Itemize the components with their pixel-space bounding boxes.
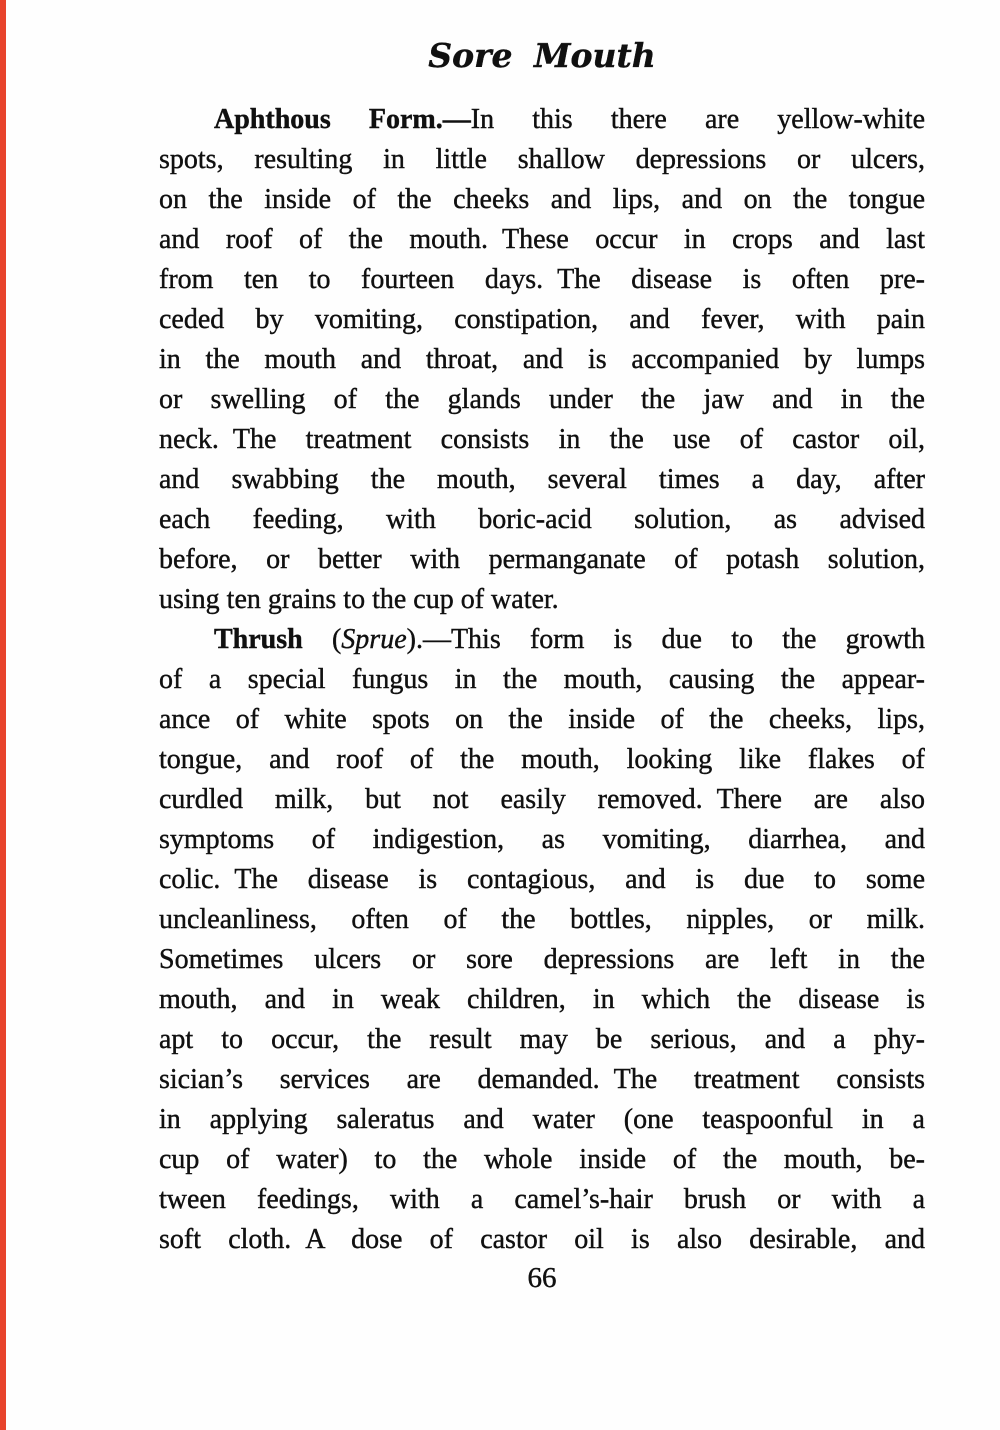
- text-line: tongue, and roof of the mouth, looking like flakes of: [159, 744, 925, 775]
- paragraph-aphthous-form: [159, 100, 925, 620]
- text-line: cup of water) to the whole inside of the mouth, be-: [159, 1144, 925, 1175]
- text-line: tween feedings, with a camel’s-hair brush or with a: [159, 1184, 925, 1215]
- text-line: and swabbing the mouth, several times a day, after: [159, 464, 925, 495]
- page-body: [159, 100, 925, 1260]
- text-line: apt to occur, the result may be serious, and a phy-: [159, 1024, 925, 1055]
- paragraph-thrush: [159, 620, 925, 1260]
- text-line: using ten grains to the cup of water.: [159, 584, 559, 615]
- run-text: In this there are yellow-white: [470, 104, 925, 135]
- text-line: or swelling of the glands under the jaw and in the: [159, 384, 925, 415]
- text-line: ance of white spots on the inside of the cheeks, lips,: [159, 704, 925, 735]
- text-line: spots, resulting in little shallow depressions or ulcers,: [159, 144, 925, 175]
- page-number: 66: [527, 1262, 557, 1294]
- run-bold: Aphthous Form.—: [214, 104, 471, 135]
- text-line: uncleanliness, often of the bottles, nipples, or milk.: [159, 904, 925, 935]
- text-line: curdled milk, but not easily removed. There are also: [159, 784, 925, 815]
- text-line: colic. The disease is contagious, and is due to some: [159, 864, 925, 895]
- book-edge-strip: [0, 0, 6, 1430]
- text-line: mouth, and in weak children, in which the disease is: [159, 984, 925, 1015]
- run-text: ).—: [406, 624, 451, 655]
- text-line: sician’s services are demanded. The treatment consists: [159, 1064, 925, 1095]
- text-line: and roof of the mouth. These occur in crops and last: [159, 224, 925, 255]
- text-line: symptoms of indigestion, as vomiting, diarrhea, and: [159, 824, 925, 855]
- run-italic: Sprue: [341, 624, 407, 655]
- run-bold: Thrush: [214, 624, 303, 655]
- page-heading: Sore Mouth: [428, 36, 656, 75]
- text-line: from ten to fourteen days. The disease is often pre-: [159, 264, 925, 295]
- run-text: This form is due to the growth: [450, 624, 925, 655]
- text-line: each feeding, with boric-acid solution, as advised: [159, 504, 925, 535]
- text-line: [159, 620, 925, 660]
- text-line: [159, 100, 925, 140]
- text-line: neck. The treatment consists in the use of castor oil,: [159, 424, 925, 455]
- text-line: Sometimes ulcers or sore depressions are left in the: [159, 944, 925, 975]
- text-line: in the mouth and throat, and is accompanied by lumps: [159, 344, 925, 375]
- text-line: in applying saleratus and water (one teaspoonful in a: [159, 1104, 925, 1135]
- text-line: before, or better with permanganate of potash solution,: [159, 544, 925, 575]
- text-line: soft cloth. A dose of castor oil is also desirable, and: [159, 1224, 925, 1255]
- run-text: (: [302, 624, 342, 655]
- text-line: of a special fungus in the mouth, causing the appear-: [159, 664, 925, 695]
- text-line: on the inside of the cheeks and lips, and on the tongue: [159, 184, 925, 215]
- text-line: ceded by vomiting, constipation, and fever, with pain: [159, 304, 925, 335]
